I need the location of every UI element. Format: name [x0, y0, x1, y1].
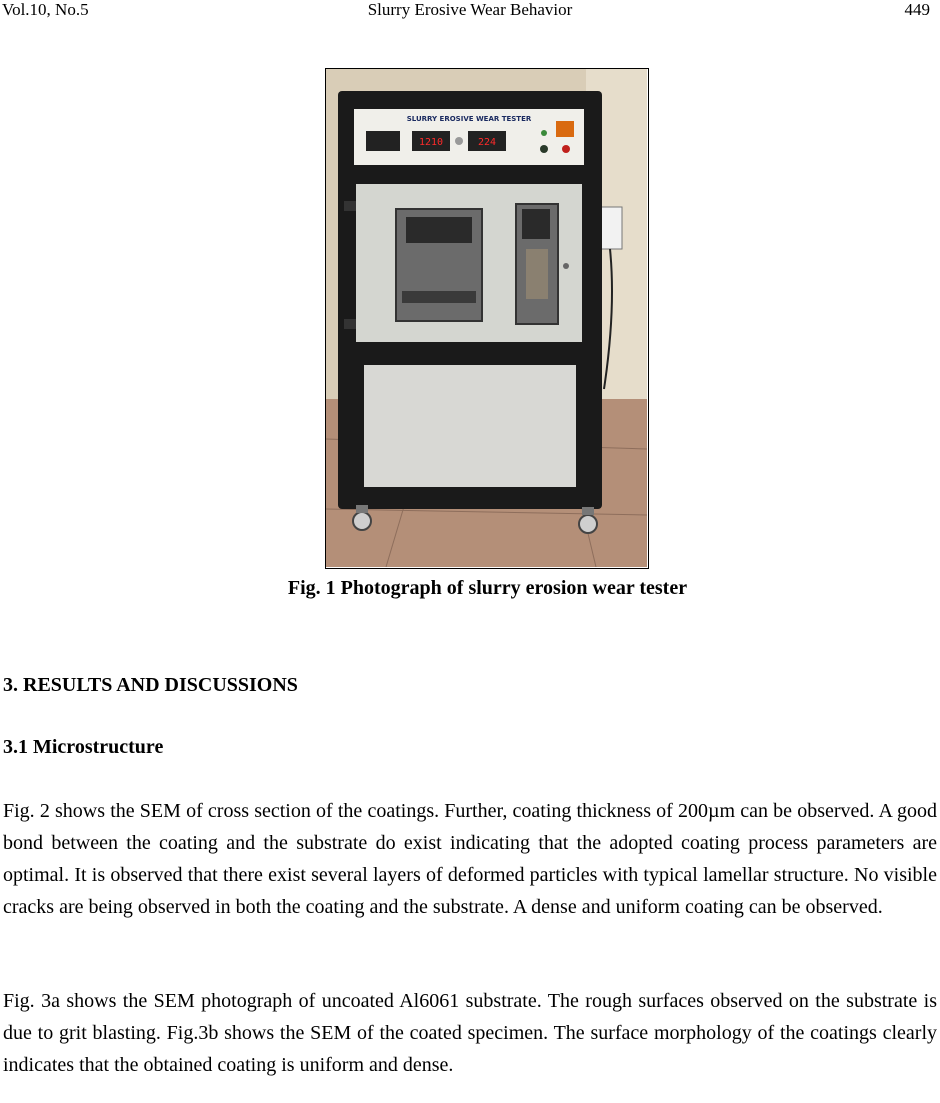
page-number: 449 [904, 0, 930, 19]
section-heading: 3. RESULTS AND DISCUSSIONS [3, 674, 298, 696]
subsection-heading: 3.1 Microstructure [3, 736, 164, 758]
panel-title-text: SLURRY EROSIVE WEAR TESTER [406, 115, 532, 123]
running-header-title: Slurry Erosive Wear Behavior [367, 0, 573, 19]
running-header-volume: Vol.10, No.5 [2, 0, 89, 19]
paragraph-sem-substrate: Fig. 3a shows the SEM photograph of uncoated Al6061 substrate. The rough surfaces observed on the substrate is due to grit blasting. Fig.3b shows the SEM of the coated specimen. The surface morphology of the coatings clearly indicates that the obtained coating is uniform and dense. [3, 990, 937, 1076]
paragraph-microstructure: Fig. 2 shows the SEM of cross section of the coatings. Further, coating thickness of 200µm can be observed. A good bond between the coating and the substrate do exist indicating that the adopted coating process parameters are optimal. It is observed that there exist several layers of deformed particles with typical lamellar structure. No visible cracks are being observed in both the coating and the substrate. A dense and uniform coating can be observed. [3, 800, 937, 918]
temperature-display: 224 [477, 137, 497, 148]
rpm-display: 1210 [418, 137, 444, 148]
figure-photograph [325, 68, 649, 569]
figure-caption: Fig. 1 Photograph of slurry erosion wear tester [287, 577, 688, 599]
wear-tester-photo [326, 69, 647, 567]
